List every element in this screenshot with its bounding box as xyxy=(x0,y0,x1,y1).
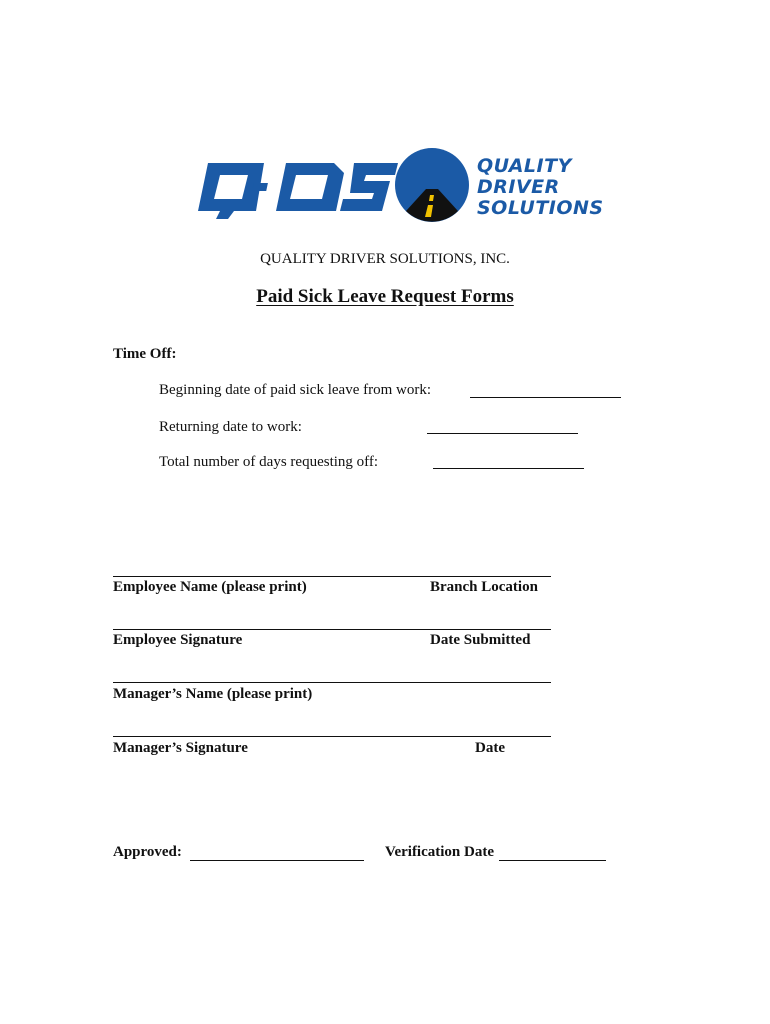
date-submitted-label: Date Submitted xyxy=(430,632,531,648)
manager-date-label: Date xyxy=(475,740,505,756)
logo-word-quality: QUALITY xyxy=(477,155,572,177)
document-title-text: Paid Sick Leave Request Forms xyxy=(256,286,514,307)
logo-word-solutions: SOLUTIONS xyxy=(477,197,604,219)
total-days-field[interactable] xyxy=(433,468,584,469)
manager-name-line[interactable] xyxy=(113,682,551,683)
employee-name-branch-line[interactable] xyxy=(113,576,551,577)
company-name: QUALITY DRIVER SOLUTIONS, INC. xyxy=(260,251,510,267)
beginning-date-field[interactable] xyxy=(470,397,621,398)
employee-signature-line[interactable] xyxy=(113,629,551,630)
manager-name-label: Manager’s Name (please print) xyxy=(113,686,313,702)
returning-date-field[interactable] xyxy=(427,433,578,434)
company-logo xyxy=(194,145,606,225)
employee-name-label: Employee Name (please print) xyxy=(113,579,307,595)
branch-location-label: Branch Location xyxy=(430,579,538,595)
employee-signature-label: Employee Signature xyxy=(113,632,243,648)
manager-signature-line[interactable] xyxy=(113,736,551,737)
total-days-label: Total number of days requesting off: xyxy=(159,454,379,470)
beginning-date-label: Beginning date of paid sick leave from work: xyxy=(159,382,432,398)
time-off-heading: Time Off: xyxy=(113,346,177,362)
manager-signature-label: Manager’s Signature xyxy=(113,740,248,756)
approved-label: Approved: xyxy=(113,844,182,860)
returning-date-label: Returning date to work: xyxy=(159,419,302,435)
verification-date-label: Verification Date xyxy=(385,844,494,860)
logo-wordmark xyxy=(477,157,604,220)
verification-date-field[interactable] xyxy=(499,860,606,861)
approved-field[interactable] xyxy=(190,860,364,861)
logo-word-driver: DRIVER xyxy=(477,176,560,198)
document-title xyxy=(0,286,770,308)
